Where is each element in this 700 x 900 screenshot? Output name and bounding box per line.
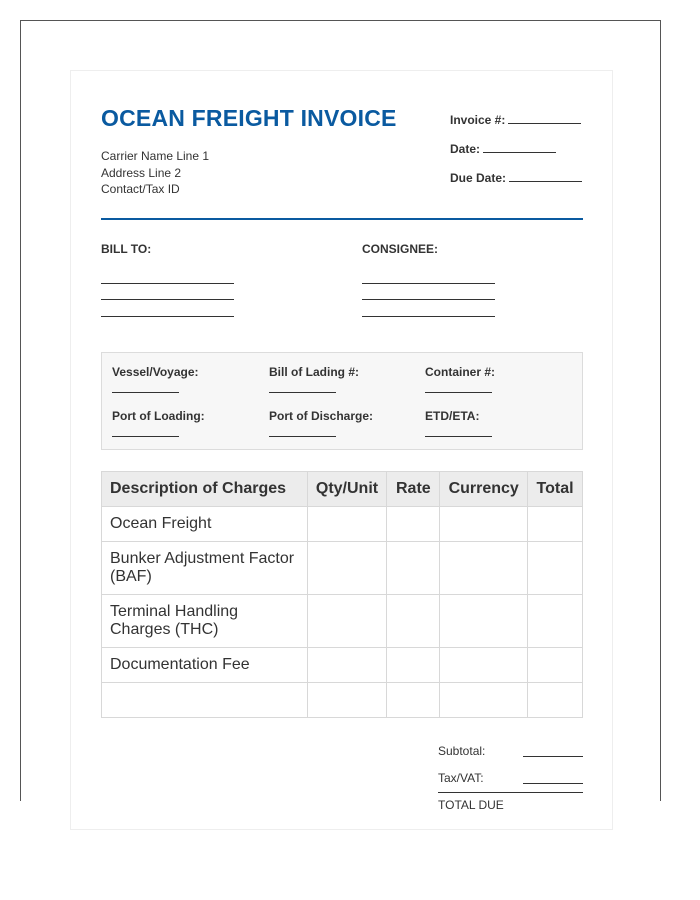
col-total: Total [528,472,583,507]
pol-label: Port of Loading: [112,409,205,423]
pod-blank[interactable] [269,436,336,437]
vessel-blank[interactable] [112,392,179,393]
rate-cell[interactable] [387,683,440,718]
due-date-blank[interactable] [509,180,582,182]
currency-cell[interactable] [440,683,528,718]
col-description: Description of Charges [102,472,308,507]
consignee-line-1[interactable] [362,283,495,284]
qty-cell[interactable] [307,595,387,648]
invoice-number-field[interactable] [450,113,581,127]
page-frame [20,20,661,812]
shipment-details-box [101,352,583,450]
consignee-line-2[interactable] [362,299,495,300]
total-cell[interactable] [528,542,583,595]
consignee-label: CONSIGNEE: [362,242,439,256]
qty-cell[interactable] [307,542,387,595]
tax-blank[interactable] [523,783,583,784]
due-date-field[interactable] [450,171,582,185]
currency-cell[interactable] [440,507,528,542]
consignee-line-3[interactable] [362,316,495,317]
qty-cell[interactable] [307,648,387,683]
bill-to-line-2[interactable] [101,299,234,300]
rate-cell[interactable] [387,595,440,648]
container-label: Container #: [425,365,496,379]
header-divider [101,218,583,220]
total-cell[interactable] [528,683,583,718]
invoice-sheet [70,70,613,830]
bill-to-label: BILL TO: [101,242,152,256]
invoice-title: OCEAN FREIGHT INVOICE [101,105,397,131]
etd-eta-label: ETD/ETA: [425,409,480,423]
table-row [102,507,583,542]
bol-label: Bill of Lading #: [269,365,359,379]
charges-header-row [102,472,583,507]
pod-label: Port of Discharge: [269,409,374,423]
subtotal-blank[interactable] [523,756,583,757]
table-row [102,595,583,648]
table-row [102,683,583,718]
container-blank[interactable] [425,392,492,393]
table-row [102,648,583,683]
carrier-line-3: Contact/Tax ID [101,182,180,196]
charge-description: Ocean Freight [102,507,308,542]
carrier-info [101,148,209,198]
rate-cell[interactable] [387,648,440,683]
col-qty-unit: Qty/Unit [307,472,387,507]
qty-cell[interactable] [307,507,387,542]
total-cell[interactable] [528,595,583,648]
col-rate: Rate [387,472,440,507]
col-currency: Currency [440,472,528,507]
pol-blank[interactable] [112,436,179,437]
charges-table [101,471,583,718]
tax-label: Tax/VAT: [438,771,484,785]
qty-cell[interactable] [307,683,387,718]
carrier-line-1: Carrier Name Line 1 [101,149,210,163]
bill-to-line-3[interactable] [101,316,234,317]
total-cell[interactable] [528,648,583,683]
charge-description[interactable] [102,683,308,718]
bill-to-line-1[interactable] [101,283,234,284]
carrier-line-2: Address Line 2 [101,165,182,180]
currency-cell[interactable] [440,595,528,648]
invoice-number-label: Invoice #: [450,113,506,127]
etd-eta-blank[interactable] [425,436,492,437]
total-due-label: TOTAL DUE [438,798,504,812]
bol-blank[interactable] [269,392,336,393]
currency-cell[interactable] [440,542,528,595]
date-blank[interactable] [483,151,556,153]
vessel-label: Vessel/Voyage: [112,365,199,379]
total-divider [438,792,583,793]
due-date-label: Due Date: [450,171,507,185]
date-label: Date: [450,142,481,156]
charge-description: Terminal Handling Charges (THC) [102,595,308,648]
total-cell[interactable] [528,507,583,542]
charge-description: Bunker Adjustment Factor (BAF) [102,542,308,595]
date-field[interactable] [450,142,556,156]
table-row [102,542,583,595]
rate-cell[interactable] [387,542,440,595]
charge-description: Documentation Fee [102,648,308,683]
rate-cell[interactable] [387,507,440,542]
subtotal-label: Subtotal: [438,744,486,758]
invoice-number-blank[interactable] [508,122,581,124]
currency-cell[interactable] [440,648,528,683]
